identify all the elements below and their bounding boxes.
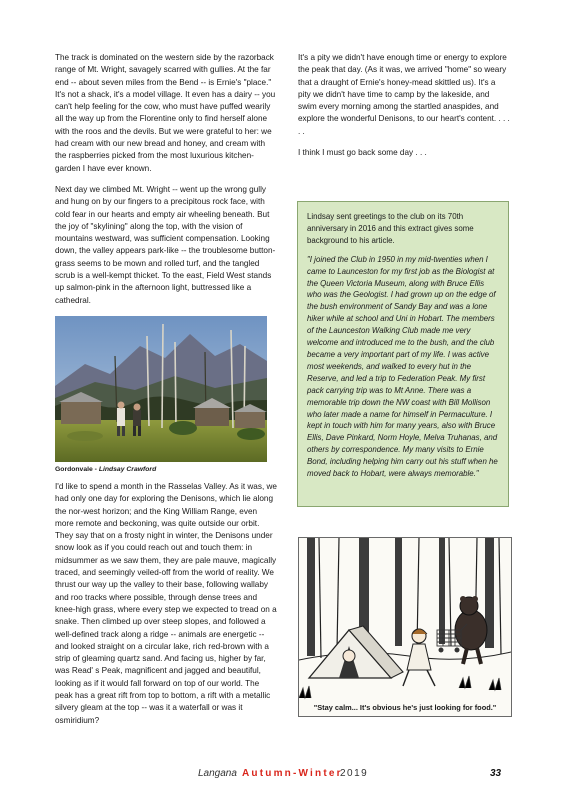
sidebar-intro: Lindsay sent greetings to the club on its 70th anniversary in 2016 and this extract gives some background to his article. <box>307 212 474 245</box>
cartoon-illustration <box>298 537 512 717</box>
cartoon-drawing <box>299 538 511 716</box>
sidebar-quote: "I joined the Club in 1950 in my mid-twenties when I came to Launceston for my first job as the Biologist at the Queen Victoria Museum, along with Bruce Ellis who was the Geologist. I had grown up on the edge of the bush environment of Sandy Bay and was a lone hiker while at school and Uni in Hobart. The members of the Launceston Walking Club made me very welcome and introduced me to the bush, and the club became a very important part of my life. I was active most weekends, and walked to every hut in the Reserve, and led a trip to Federation Peak. My first pack carrying trip was to Mt Anne. There was a memorable trip down the NW coast with Bill Mollison who later made a name for himself in Permaculture. I kept in touch with him for many years, also with Bruce Ellis, Dave Pinkard, Norm Hoyle, Melva Truhanas, and others by correspondence. My many visits to Ernie Bond, including helping him carry out his stuff when he moved back to Hobart, were always memorable." <box>307 254 498 479</box>
issue-season: Autumn-Winter <box>242 768 343 779</box>
left-paragraph-3: I'd like to spend a month in the Rasselas Valley. As it was, we had only one day for exploring the Denisons, which lie along the nor-west horizon; and the King William Range, even more remote and beckoning, was quite outside our orbit. They say that on a frosty night in winter, the Denisons under snow look as if you could reach out and touch them: in midsummer as we saw them, they are pale mauve, magically traced, and seemingly veiled-off from the world of reality. We thrust our way up the valley to their base, following wallaby and roo tracks where possible, through dense trees and knee-high grass, where every step we expected to tread on a snake. Then climbed up over steep slopes, and followed a well-defined track along a ridge -- animals are energetic -- and looked straight on a circular lake, rich red-brown with a strip of gleaming quartz sand. And facing us, higher by far, was Read' s Peak, magnificent and jagged and beautiful, looking as if it would fall forward on top of our world. The peak has a great rift from top to bottom, a rift with a metallic silvery gleam at the top -- was it a waterfall or was it osmiridium? <box>55 481 277 725</box>
caption-place: Gordonvale - <box>55 465 99 473</box>
caption-credit: Lindsay Crawford <box>98 465 157 473</box>
right-paragraph-2: I think I must go back some day . . . <box>298 148 427 158</box>
issue-year: 2019 <box>340 768 369 779</box>
photo-caption <box>55 465 277 474</box>
right-paragraph-1: It's a pity we didn't have enough time or energy to explore the peak that day. (As it was, we arrived "home" so weary that a draught of Ernie's honey-mead skittled us). It's a pity we didn't have time to camp by the lakeside, and swim every morning among the startled anaspides, and explore the wonderful Denisons, to our heart's content. . . . . . <box>298 53 510 136</box>
right-column <box>298 52 510 168</box>
page-footer <box>0 768 565 782</box>
gordonvale-photo <box>55 316 267 462</box>
cartoon-caption: "Stay calm... It's obvious he's just looking for food." <box>313 703 497 712</box>
left-column <box>55 52 277 736</box>
magazine-name: Langana <box>198 768 237 779</box>
sidebar-box <box>297 201 509 507</box>
left-paragraph-1: The track is dominated on the western side by the razorback range of Mt. Wright, savagely scarred with gullies. At the far end -- about seven miles from the Bend -- is Ernie's "place." It's not a shack, it's a model village. It even has a dairy -- you can't help feeling for the cow, who must have puffed wearily all the way up from the Florentine only to find herself alone with the roos and the devils. But we were grateful to her: we had cream with our new bread and honey, and cream with the raspberries picked from the most luxurious kitchen-garden I have ever known. <box>55 53 276 173</box>
page-number: 33 <box>490 768 502 779</box>
left-paragraph-2: Next day we climbed Mt. Wright -- went up the wrong gully and hung on by our fingers to a precipitous rock face, with cold fear in our hearts and empty air wheeling beneath. But the joy of "skylining" along the top, with the vision of mountains westward, was sufficient compensation. Looking down, the valley appears park-like -- the troublesome button-grass seems to be mown and rolled turf, and the tangled scrub is a well-kempt thicket. To the east, Field West stands up salmon-pink in the afternoon light, buttressed like a cathedral. <box>55 184 276 305</box>
